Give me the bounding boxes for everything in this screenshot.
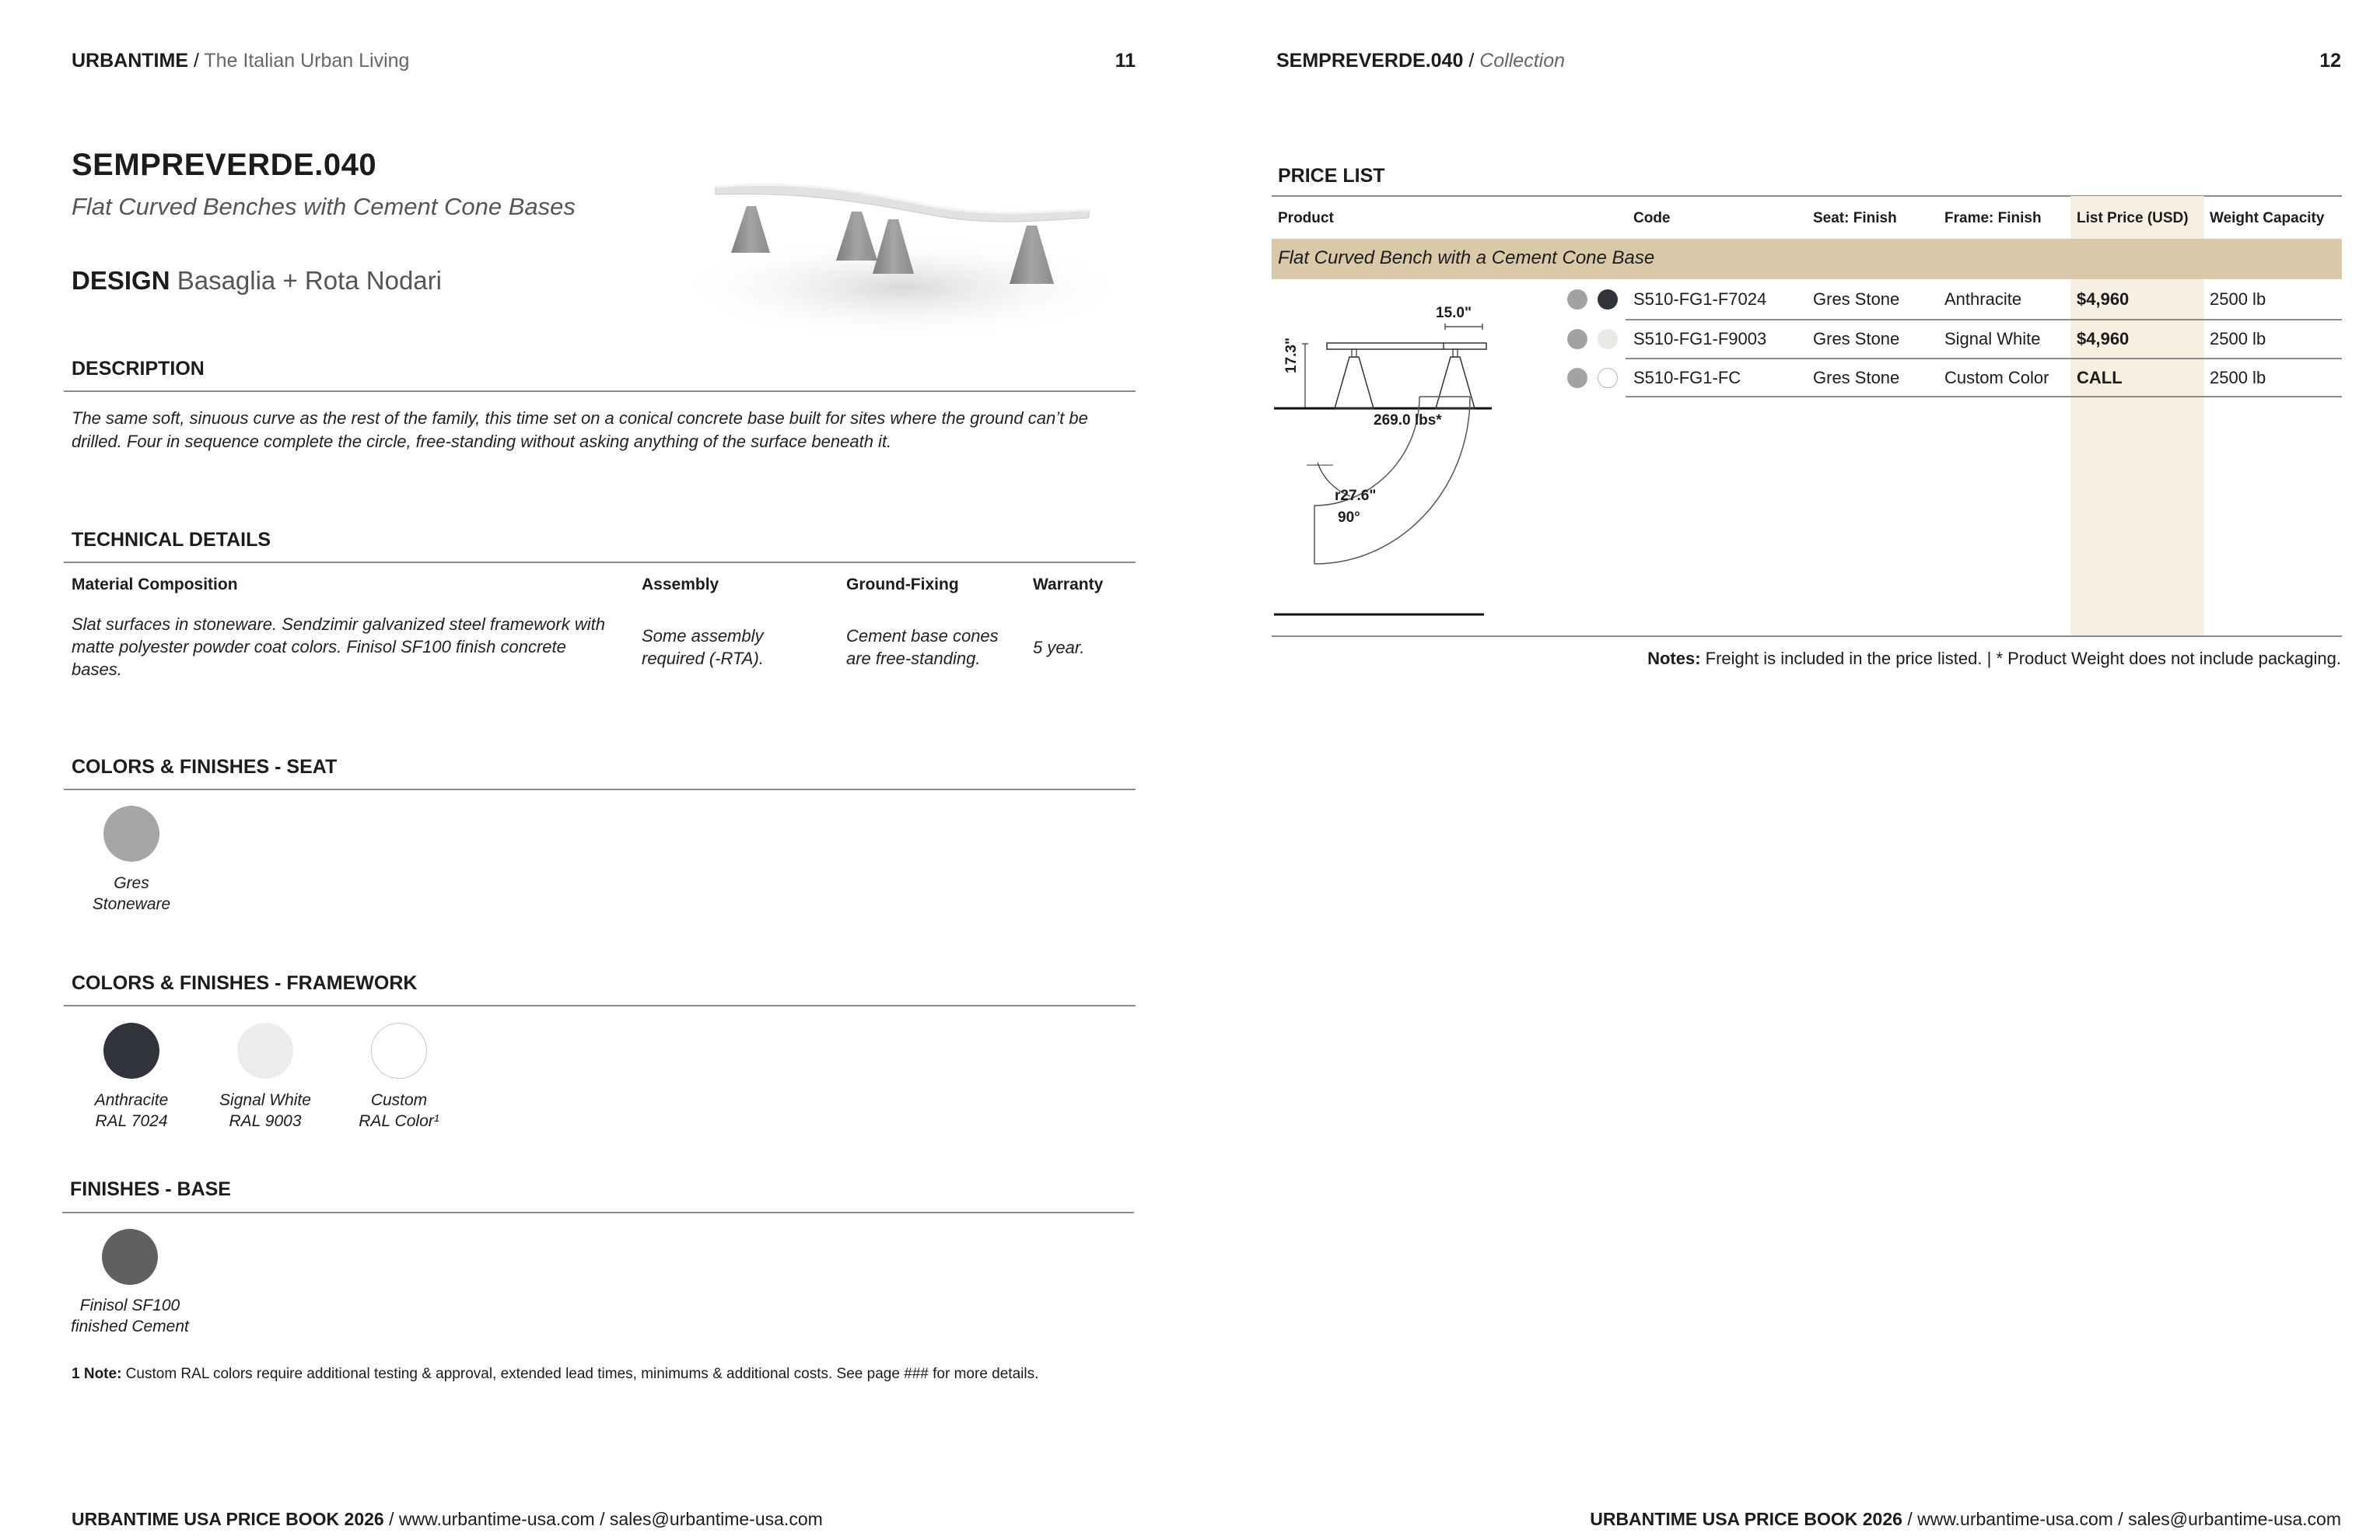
- col-list-price: List Price (USD): [2077, 210, 2189, 226]
- row-divider: [1626, 396, 2342, 397]
- row-price: CALL: [2077, 368, 2123, 387]
- dim-width: 15.0": [1436, 305, 1472, 321]
- row-seat: Gres Stone: [1813, 289, 1900, 309]
- seat-color-dot: [1567, 289, 1587, 310]
- col-seat-finish: Seat: Finish: [1813, 210, 1897, 226]
- collection-product: SEMPREVERDE.040: [1276, 50, 1464, 72]
- swatch-finisol-cement: [102, 1229, 158, 1285]
- dimension-drawing: [1272, 296, 1521, 630]
- row-code: S510-FG1-F7024: [1633, 289, 1767, 309]
- divider: [64, 562, 1136, 563]
- framework-finishes-heading: COLORS & FINISHES - FRAMEWORK: [72, 972, 418, 994]
- divider: [64, 390, 1136, 392]
- col-product: Product: [1278, 210, 1334, 226]
- swatch-label: Finisol SF100 finished Cement: [71, 1297, 189, 1335]
- swatch-label: Custom RAL Color¹: [359, 1091, 439, 1130]
- price-notes: Notes: Freight is included in the price listed. | * Product Weight does not include packaging.: [1647, 649, 2341, 668]
- technical-heading: TECHNICAL DETAILS: [72, 529, 271, 551]
- divider: [64, 1005, 1136, 1006]
- swatch-label: Anthracite RAL 7024: [94, 1091, 169, 1130]
- design-credit: DESIGN Basaglia + Rota Nodari: [72, 266, 442, 295]
- swatch-anthracite: [103, 1023, 159, 1079]
- swatch-label: Gres Stoneware: [92, 874, 171, 913]
- swatch-signal-white: [237, 1023, 293, 1079]
- tech-col-assembly: Assembly: [642, 576, 719, 593]
- tech-col-material: Material Composition: [72, 576, 238, 593]
- tech-warranty-value: 5 year.: [1033, 638, 1085, 657]
- tech-col-ground-fixing: Ground-Fixing: [846, 576, 959, 593]
- swatch-label: Signal White RAL 9003: [219, 1091, 311, 1130]
- col-code: Code: [1633, 210, 1671, 226]
- seat-color-dot: [1567, 368, 1587, 388]
- row-capacity: 2500 lb: [2210, 329, 2266, 348]
- row-frame: Custom Color: [1944, 368, 2049, 387]
- frame-color-dot: [1598, 289, 1618, 310]
- brand-name: URBANTIME: [72, 50, 188, 72]
- footnote: 1 Note: Custom RAL colors require additional testing & approval, extended lead times, minimums & additional costs. See page ### for more details.: [72, 1366, 1039, 1382]
- tech-assembly-value: Some assembly required (-RTA).: [642, 626, 764, 668]
- row-seat: Gres Stone: [1813, 368, 1900, 387]
- frame-color-dot: [1598, 368, 1618, 388]
- row-divider: [1626, 319, 2342, 320]
- swatch-gres-stoneware: [103, 806, 159, 862]
- col-frame-finish: Frame: Finish: [1944, 210, 2042, 226]
- tech-material-value: Slat surfaces in stoneware. Sendzimir galvanized steel framework with matte polyester powder coat colors. Finisol SF100 finish concrete bases.: [72, 614, 605, 679]
- group-label: Flat Curved Bench with a Cement Cone Base: [1278, 247, 1655, 268]
- right-page-header: SEMPREVERDE.040 / Collection: [1276, 50, 1565, 72]
- row-divider: [1626, 358, 2342, 359]
- product-subtitle: Flat Curved Benches with Cement Cone Bases: [72, 193, 576, 220]
- col-weight-capacity: Weight Capacity: [2210, 210, 2325, 226]
- frame-color-dot: [1598, 329, 1618, 349]
- divider: [64, 789, 1136, 790]
- dim-height: 17.3": [1283, 338, 1300, 373]
- collection-label: Collection: [1479, 50, 1565, 72]
- row-capacity: 2500 lb: [2210, 289, 2266, 309]
- seat-color-dot: [1567, 329, 1587, 349]
- tech-ground-fixing-value: Cement base cones are free-standing.: [846, 626, 999, 668]
- tech-col-warranty: Warranty: [1033, 576, 1104, 593]
- divider: [1272, 635, 2342, 637]
- dim-weight: 269.0 lbs*: [1374, 412, 1442, 429]
- brand-tagline: The Italian Urban Living: [204, 50, 410, 72]
- left-footer: URBANTIME USA PRICE BOOK 2026 / www.urbantime-usa.com / sales@urbantime-usa.com: [72, 1509, 823, 1529]
- left-page-number: 11: [1115, 50, 1136, 72]
- base-finishes-heading: FINISHES - BASE: [70, 1178, 231, 1200]
- left-page-header: URBANTIME / The Italian Urban Living: [72, 50, 410, 72]
- product-image: [669, 163, 1136, 358]
- row-frame: Anthracite: [1944, 289, 2022, 309]
- row-capacity: 2500 lb: [2210, 368, 2266, 387]
- dim-radius: r27.6": [1335, 488, 1377, 504]
- row-code: S510-FG1-FC: [1633, 368, 1741, 387]
- right-footer: URBANTIME USA PRICE BOOK 2026 / www.urbantime-usa.com / sales@urbantime-usa.com: [1590, 1509, 2341, 1529]
- seat-finishes-heading: COLORS & FINISHES - SEAT: [72, 756, 338, 778]
- dim-angle: 90°: [1338, 509, 1360, 526]
- row-price: $4,960: [2077, 329, 2130, 348]
- row-code: S510-FG1-F9003: [1633, 329, 1767, 348]
- divider: [62, 1212, 1134, 1213]
- swatch-custom-ral: [371, 1023, 427, 1079]
- product-title: SEMPREVERDE.040: [72, 148, 377, 182]
- description-text: The same soft, sinuous curve as the rest of the family, this time set on a conical concrete base built for sites where the ground can’t be drilled. Four in sequence complete the circle, free-standing without asking anything of the surface beneath it.: [72, 408, 1088, 451]
- row-price: $4,960: [2077, 289, 2130, 309]
- right-page-number: 12: [2319, 50, 2341, 72]
- row-seat: Gres Stone: [1813, 329, 1900, 348]
- description-heading: DESCRIPTION: [72, 358, 205, 380]
- price-list-heading: PRICE LIST: [1278, 165, 1385, 187]
- row-frame: Signal White: [1944, 329, 2041, 348]
